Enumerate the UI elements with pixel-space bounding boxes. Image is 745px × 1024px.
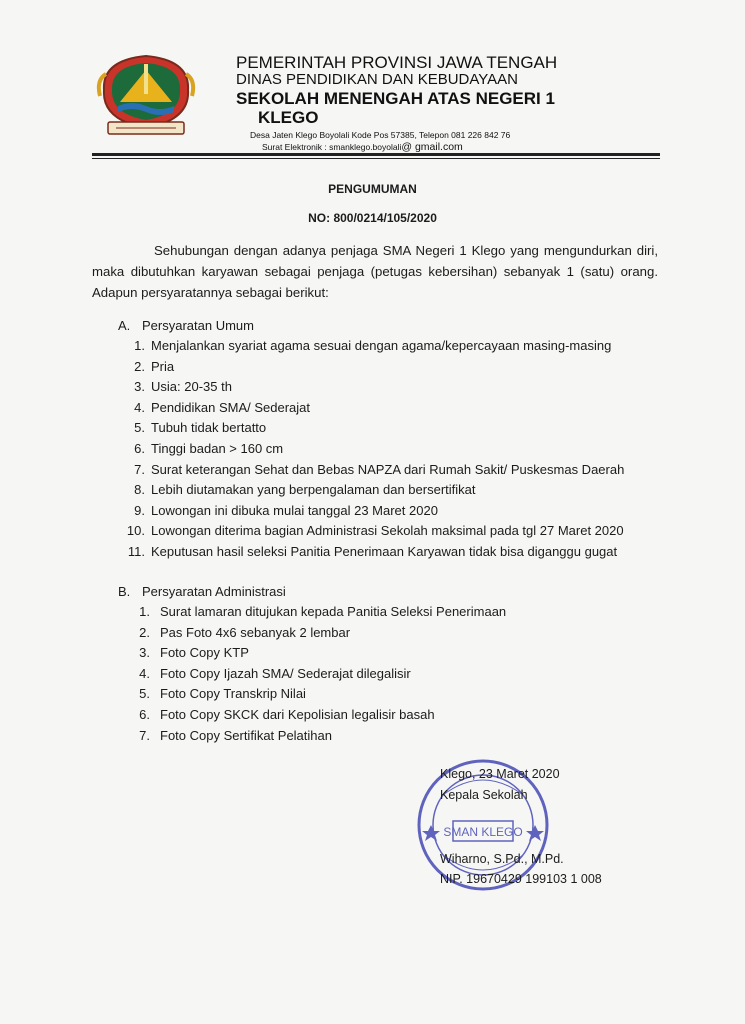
list-item [118,623,506,644]
list-item-text: Usia: 20-35 th [151,379,232,395]
header-address: Desa Jaten Klego Boyolali Kode Pos 57385, Telepon 081 226 842 76 [250,130,511,140]
list-item [118,521,624,542]
list-item [118,336,624,357]
list-item-number: 7. [134,461,145,477]
list-item [118,480,624,501]
list-item-number: 11. [127,543,145,559]
document-number: NO: 800/0214/105/2020 [308,211,437,225]
list-item-text: Foto Copy SKCK dari Kepolisian legalisir basah [160,706,435,722]
list-item [118,542,624,563]
list-item-number: 5. [134,420,145,436]
list-item-number: 7. [139,727,150,743]
list-item [118,643,506,664]
list-item-number: 1. [139,604,150,619]
section-a-title: Persyaratan Umum [142,318,254,333]
section-b-letter: B. [118,584,131,599]
section-a-letter: A. [118,318,131,333]
header-government: PEMERINTAH PROVINSI JAWA TENGAH [236,53,558,72]
signature-position: Kepala Sekolah [440,788,528,802]
list-item-text: Pria [151,358,175,374]
section-b-list [118,602,506,746]
list-item-text: Pendidikan SMA/ Sederajat [151,399,310,415]
list-item-number: 1. [134,338,145,353]
list-item-number: 10. [126,523,145,539]
list-item-text: Foto Copy KTP [160,645,249,661]
list-item-text: Surat keterangan Sehat dan Bebas NAPZA dari Rumah Sakit/ Puskesmas Daerah [151,461,625,477]
list-item [118,684,506,705]
list-item-number: 6. [134,440,145,456]
list-item [118,705,506,726]
header-school-name: SEKOLAH MENENGAH ATAS NEGERI 1 [236,89,555,108]
list-item-text: Menjalankan syariat agama sesuai dengan agama/kepercayaan masing-masing [151,338,612,353]
intro-paragraph: Sehubungan dengan adanya penjaga SMA Negeri 1 Klego yang mengundurkan diri, maka dibutuhkan karyawan sebagai penjaga (petugas kebersihan) sebanyak 1 (satu) orang. Adapun persyaratannya sebagai berikut: [92,243,658,300]
list-item-number: 2. [139,624,150,640]
list-item-text: Lebih diutamakan yang berpengalaman dan bersertifikat [151,482,476,498]
email-label: Surat Elektronik : smanklego.boyolali [262,142,402,152]
list-item-number: 9. [134,502,145,518]
list-item-number: 5. [139,686,150,702]
signature-place-date: Klego, 23 Maret 2020 [440,767,560,781]
list-item [118,398,624,419]
section-a-list [118,336,624,563]
list-item-number: 8. [134,482,145,498]
list-item-number: 6. [139,706,150,722]
email-domain: @ gmail.com [401,141,463,153]
list-item-text: Keputusan hasil seleksi Panitia Penerimaan Karyawan tidak bisa diganggu gugat [151,543,618,559]
list-item-number: 3. [139,645,150,661]
list-item-number: 4. [134,399,145,415]
list-item-text: Lowongan diterima bagian Administrasi Sekolah maksimal pada tgl 27 Maret 2020 [151,523,624,539]
list-item [118,377,624,398]
list-item-text: Tinggi badan > 160 cm [151,440,284,456]
provincial-logo [96,50,196,142]
section-b-title: Persyaratan Administrasi [142,584,286,599]
list-item-text: Foto Copy Ijazah SMA/ Sederajat dilegalisir [160,665,411,681]
list-item [118,418,624,439]
list-item [118,602,506,623]
header-department: DINAS PENDIDIKAN DAN KEBUDAYAAN [236,71,519,88]
signature-nip: NIP. 19670429 199103 1 008 [440,872,602,886]
signature-name: Wiharno, S.Pd., M.Pd. [440,852,564,866]
list-item-number: 2. [134,358,145,374]
document-title: PENGUMUMAN [328,182,417,196]
list-item [118,439,624,460]
list-item [118,501,624,522]
list-item-number: 4. [139,665,150,681]
list-item [118,726,506,747]
list-item-text: Surat lamaran ditujukan kepada Panitia Seleksi Penerimaan [160,604,507,619]
list-item-text: Lowongan ini dibuka mulai tanggal 23 Maret 2020 [151,502,438,518]
header-divider-thick [92,153,660,156]
list-item-text: Foto Copy Transkrip Nilai [160,686,306,702]
list-item-number: 3. [134,379,145,395]
header-divider-thin [92,158,660,159]
list-item-text: Pas Foto 4x6 sebanyak 2 lembar [160,624,351,640]
list-item-text: Tubuh tidak bertatto [151,420,267,436]
list-item-text: Foto Copy Sertifikat Pelatihan [160,727,332,743]
list-item [118,664,506,685]
list-item [118,460,624,481]
stamp-text: SMAN KLEGO [443,825,523,839]
list-item [118,357,624,378]
header-school-location: KLEGO [258,108,319,127]
header-email [262,141,463,153]
